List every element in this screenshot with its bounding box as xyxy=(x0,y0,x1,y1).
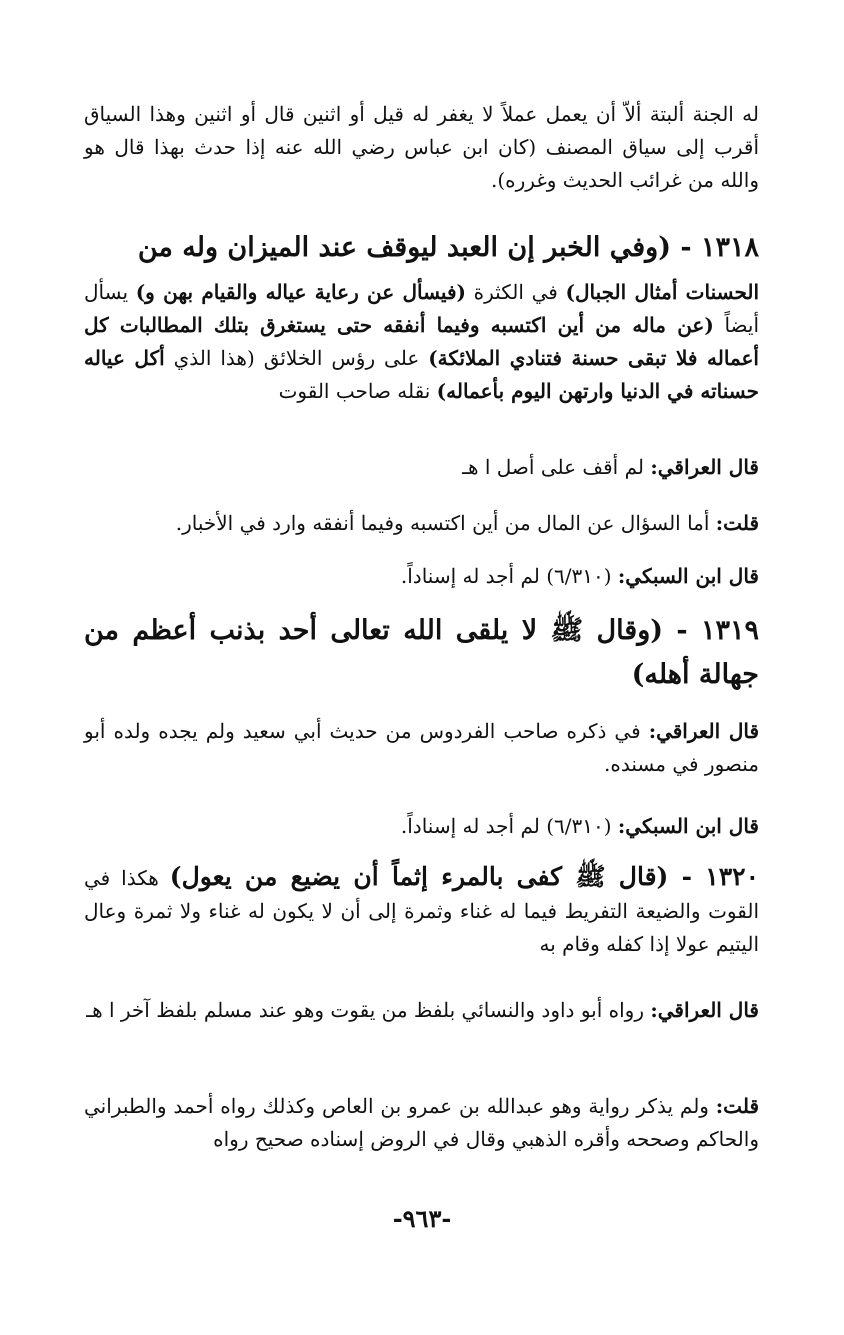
note-text: في ذكره صاحب الفردوس من حديث أبي سعيد ولم يجده ولده أبو منصور في مسنده. xyxy=(84,719,759,776)
note-subki-1319 xyxy=(84,810,759,843)
commentary-text: في الكثرة xyxy=(465,280,566,304)
note-text: (٦/٣١٠) لم أجد له إسناداً. xyxy=(400,564,618,588)
commentary-text: على رؤس الخلائق (هذا الذي xyxy=(164,346,429,370)
note-iraqi-1319 xyxy=(84,715,759,781)
note-qultu-1318 xyxy=(84,507,759,540)
hadith-1318-text-part: الحسنات أمثال الجبال) xyxy=(565,280,760,304)
note-text: لم أقف على أصل ا هـ xyxy=(462,455,651,479)
hadith-1319-heading: ١٣١٩ - (وقال ﷺ لا يلقى الله تعالى أحد بذنب أعظم من جهالة أهله) xyxy=(84,615,759,690)
note-text: (٦/٣١٠) لم أجد له إسناداً. xyxy=(400,814,618,838)
hadith-1320-heading: ١٣٢٠ - (قال ﷺ كفى بالمرء إثماً أن يضيع من يعول) xyxy=(169,862,759,891)
note-label: قال ابن السبكي: xyxy=(617,564,759,588)
note-text: رواه أبو داود والنسائي بلفظ من يقوت وهو عند مسلم بلفظ آخر ا هـ xyxy=(86,998,651,1022)
page-number: -٩٦٣- xyxy=(392,1204,452,1233)
note-label: قال العراقي: xyxy=(650,998,759,1022)
note-label: قلت: xyxy=(715,1094,759,1118)
commentary-text: هكذا في القوت والضيعة التفريط فيما له غناء وثمرة إلى أن لا يكون له غناء ولا ثمرة وعال اليتيم عولا إذا كفله وقام به xyxy=(84,866,759,956)
paragraph-continuation: له الجنة ألبتة ألاّ أن يعمل عملاً لا يغفر له قيل أو اثنين قال أو اثنين وهذا السياق أقرب إلى سياق المصنف (كان ابن عباس رضي الله عنه إذا حدث بهذا قال هو والله من غرائب الحديث وغرره). xyxy=(84,102,759,192)
note-label: قلت: xyxy=(715,511,759,535)
hadith-1318-text-part: (فيسأل عن رعاية عياله والقيام بهن و) xyxy=(135,280,466,304)
note-text: أما السؤال عن المال من أين اكتسبه وفيما أنفقه وارد في الأخبار. xyxy=(175,511,716,535)
hadith-1318-text-part: أكل عياله حسناته في الدنيا وارتهن اليوم بأعماله) xyxy=(84,346,759,403)
hadith-1318-body xyxy=(84,276,759,408)
hadith-1320-paragraph xyxy=(84,860,759,961)
note-label: قال ابن السبكي: xyxy=(617,814,759,838)
commentary-text: يسأل أيضاً xyxy=(84,280,759,337)
note-subki-1318 xyxy=(84,560,759,593)
note-label: قال العراقي: xyxy=(648,719,759,743)
hadith-1318-heading: ١٣١٨ - (وفي الخبر إن العبد ليوقف عند الميزان وله من xyxy=(137,232,759,263)
note-qultu-1320 xyxy=(84,1090,759,1156)
commentary-text: نقله صاحب القوت xyxy=(278,379,437,403)
note-iraqi-1318 xyxy=(84,451,759,484)
note-text: ولم يذكر رواية وهو عبدالله بن عمرو بن العاص وكذلك رواه أحمد والطبراني والحاكم وصححه وأقره الذهبي وقال في الروض إسناده صحيح رواه xyxy=(84,1094,759,1151)
note-iraqi-1320 xyxy=(84,994,759,1027)
hadith-1318-text-part: (عن ماله من أين اكتسبه وفيما أنفقه حتى يستغرق بتلك المطالبات كل أعماله فلا تبقى حسنة فتنادي الملائكة) xyxy=(84,313,759,370)
note-label: قال العراقي: xyxy=(650,455,759,479)
